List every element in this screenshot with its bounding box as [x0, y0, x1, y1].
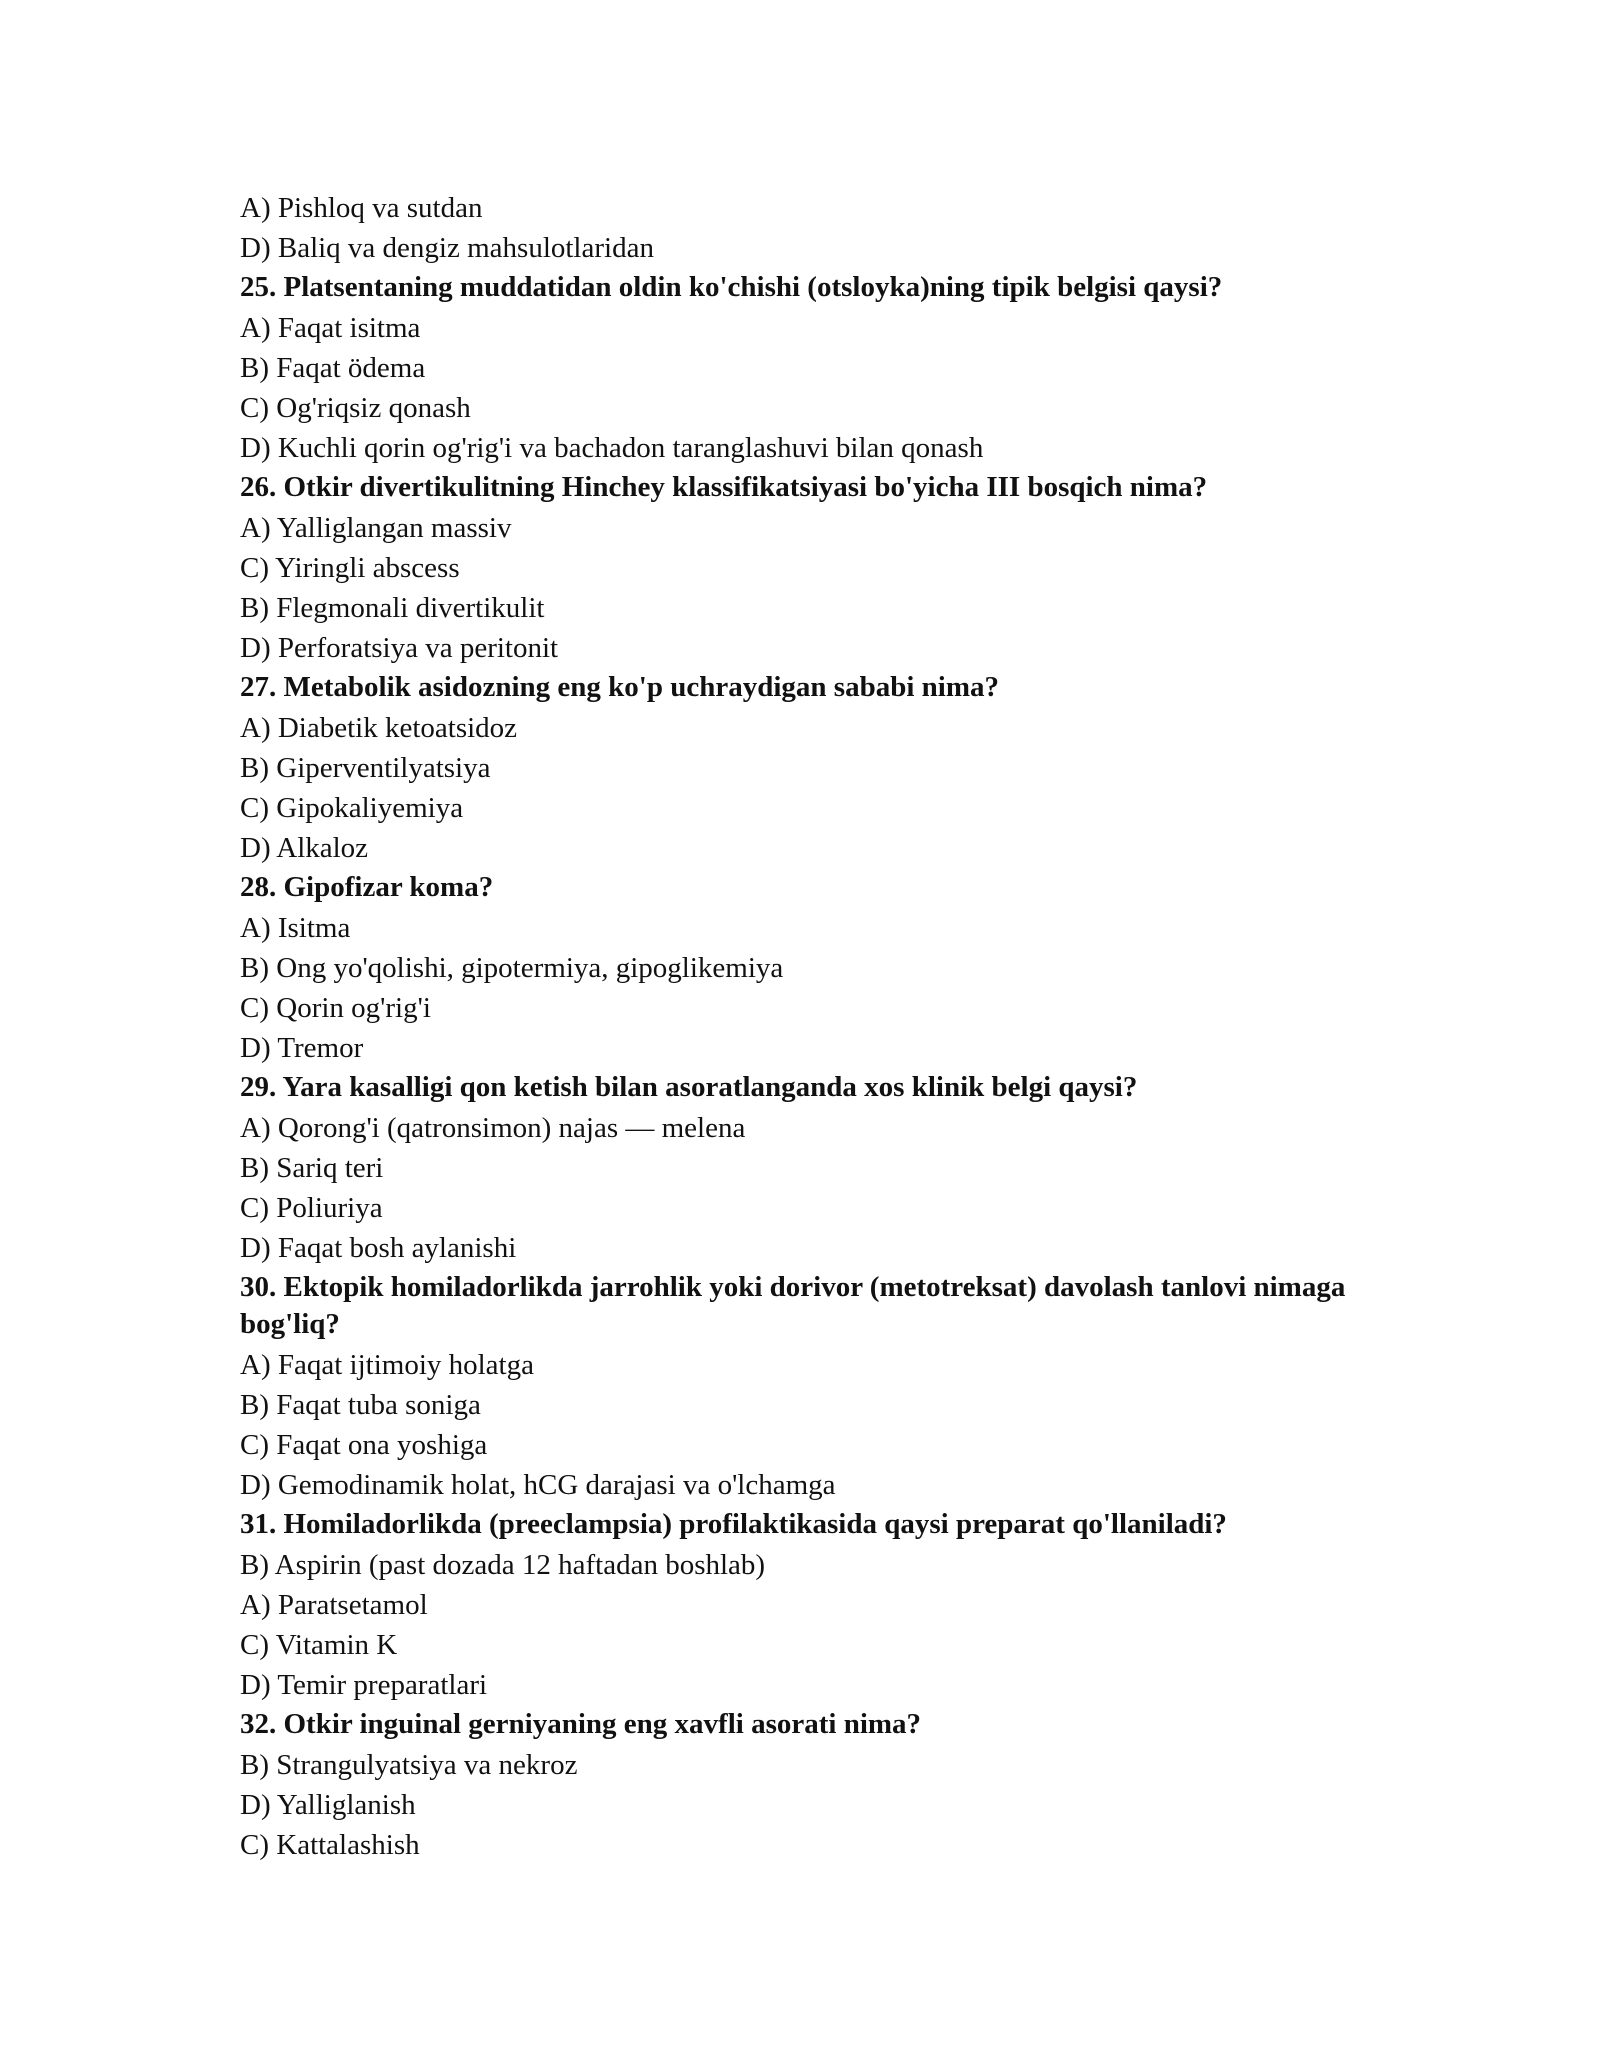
question-text: 29. Yara kasalligi qon ketish bilan asoratlanganda xos klinik belgi qaysi? — [240, 1071, 1138, 1103]
answer-option: A) Faqat ijtimoiy holatga — [240, 1349, 534, 1381]
answer-option: D) Perforatsiya va peritonit — [240, 632, 559, 664]
answer-option: A) Yalliglangan massiv — [240, 512, 512, 544]
question-text: 27. Metabolik asidozning eng ko'p uchraydigan sababi nima? — [240, 671, 999, 703]
answer-option: C) Yiringli abscess — [240, 552, 460, 584]
answer-option: D) Temir preparatlari — [240, 1669, 488, 1701]
answer-option: D) Alkaloz — [240, 832, 369, 864]
answer-option: D) Gemodinamik holat, hCG darajasi va o'lchamga — [240, 1469, 836, 1501]
answer-option: C) Poliuriya — [240, 1192, 383, 1224]
answer-option: B) Sariq teri — [240, 1152, 384, 1184]
answer-option: C) Og'riqsiz qonash — [240, 392, 471, 424]
answer-option: C) Kattalashish — [240, 1829, 420, 1861]
question-text: 31. Homiladorlikda (preeclampsia) profilaktikasida qaysi preparat qo'llaniladi? — [240, 1508, 1227, 1540]
answer-option: C) Vitamin K — [240, 1629, 398, 1661]
question-text: 30. Ektopik homiladorlikda jarrohlik yoki dorivor (metotreksat) davolash tanlovi nimaga bog'liq? — [240, 1271, 1353, 1340]
answer-option: B) Faqat tuba soniga — [240, 1389, 481, 1421]
answer-option: B) Ong yo'qolishi, gipotermiya, gipoglikemiya — [240, 952, 784, 984]
answer-option: D) Tremor — [240, 1032, 364, 1064]
answer-option: D) Yalliglanish — [240, 1789, 416, 1821]
answer-option: A) Isitma — [240, 912, 351, 944]
answer-option: A) Diabetik ketoatsidoz — [240, 712, 518, 744]
question-text: 26. Otkir divertikulitning Hinchey klassifikatsiyasi bo'yicha III bosqich nima? — [240, 471, 1208, 503]
answer-option: D) Kuchli qorin og'rig'i va bachadon taranglashuvi bilan qonash — [240, 432, 984, 464]
answer-option: B) Flegmonali divertikulit — [240, 592, 545, 624]
answer-option: D) Baliq va dengiz mahsulotlaridan — [240, 232, 654, 264]
answer-option: B) Giperventilyatsiya — [240, 752, 491, 784]
answer-option: C) Gipokaliyemiya — [240, 792, 464, 824]
answer-option: C) Faqat ona yoshiga — [240, 1429, 488, 1461]
answer-option: B) Strangulyatsiya va nekroz — [240, 1749, 578, 1781]
answer-option: A) Faqat isitma — [240, 312, 421, 344]
answer-option: B) Aspirin (past dozada 12 haftadan boshlab) — [240, 1549, 766, 1581]
question-text: 28. Gipofizar koma? — [240, 871, 494, 903]
answer-option: A) Paratsetamol — [240, 1589, 428, 1621]
question-text: 25. Platsentaning muddatidan oldin ko'chishi (otsloyka)ning tipik belgisi qaysi? — [240, 271, 1223, 303]
answer-option: B) Faqat ödema — [240, 352, 426, 384]
answer-option: A) Qorong'i (qatronsimon) najas — melena — [240, 1112, 746, 1144]
answer-option: C) Qorin og'rig'i — [240, 992, 431, 1024]
answer-option: A) Pishloq va sutdan — [240, 192, 483, 224]
answer-option: D) Faqat bosh aylanishi — [240, 1232, 517, 1264]
question-text: 32. Otkir inguinal gerniyaning eng xavfli asorati nima? — [240, 1708, 922, 1740]
document-body — [240, 188, 1370, 1865]
